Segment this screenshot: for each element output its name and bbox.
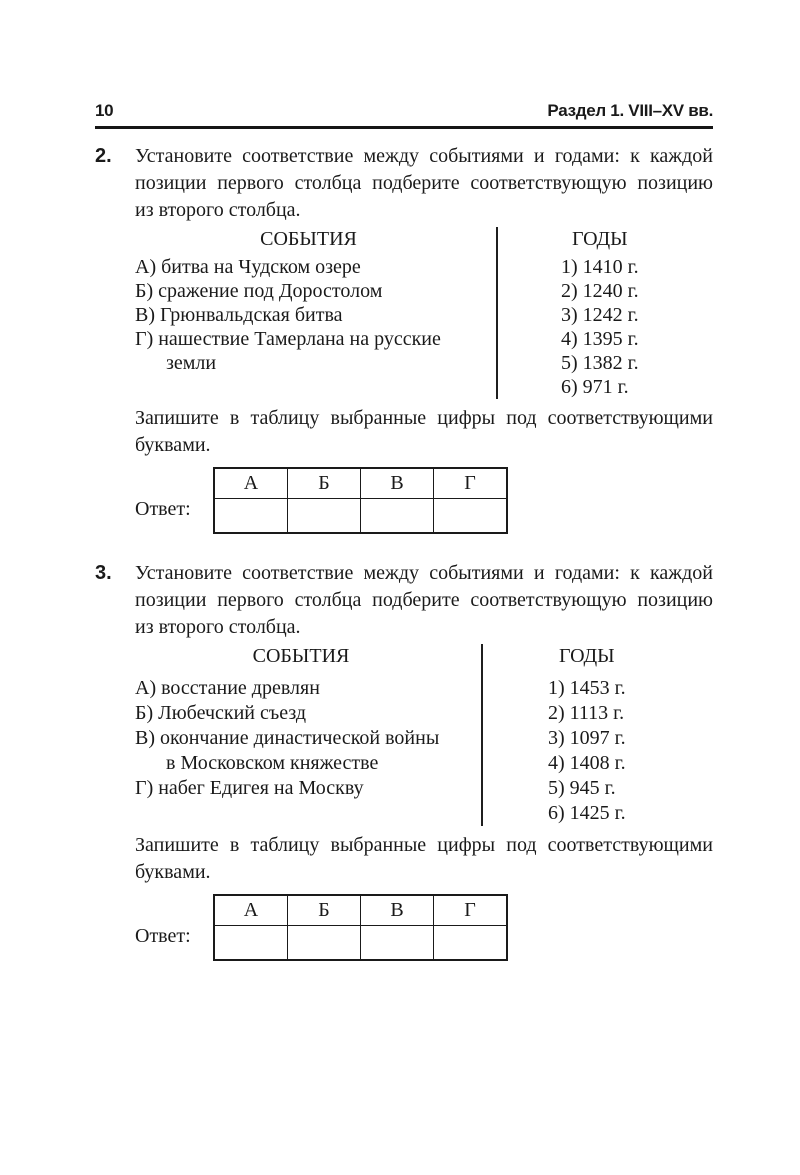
answer-col-header-b: Б	[288, 895, 361, 926]
answer-cell-v	[361, 926, 434, 961]
event-item-g-continuation: земли	[166, 352, 217, 374]
event-item-a: А) битва на Чудском озере	[135, 256, 361, 278]
answer-table	[213, 894, 508, 961]
page-content	[95, 143, 713, 961]
events-column	[135, 227, 498, 399]
events-column-header: СОБЫТИЯ	[252, 645, 350, 667]
year-item-6: 6) 1425 г.	[548, 802, 626, 824]
answer-table-value-row	[214, 499, 507, 534]
prompt-line: Установите соответствие между событиями и годами: к каждой	[135, 145, 713, 167]
answer-cell-b	[288, 499, 361, 534]
years-column-inner	[548, 644, 626, 826]
event-item-v-continuation: в Московском княжестве	[166, 752, 379, 774]
year-item-5: 5) 1382 г.	[561, 352, 639, 374]
answer-cell-b	[288, 926, 361, 961]
year-item-1: 1) 1410 г.	[561, 256, 639, 278]
answer-block	[135, 894, 713, 961]
question-3-number: 3.	[95, 562, 112, 584]
years-column-inner	[561, 227, 639, 399]
question-2-number: 2.	[95, 145, 112, 167]
answer-cell-a	[214, 926, 288, 961]
year-item-1: 1) 1453 г.	[548, 677, 626, 699]
answer-col-header-g: Г	[434, 895, 508, 926]
year-item-4: 4) 1395 г.	[561, 328, 639, 350]
question-2	[95, 143, 713, 534]
year-item-3: 3) 1097 г.	[548, 727, 626, 749]
answer-col-header-a: А	[214, 468, 288, 499]
matching-block	[135, 227, 713, 399]
event-item-b: Б) сражение под Доростолом	[135, 280, 383, 302]
answer-table-value-row	[214, 926, 507, 961]
question-3-prompt	[135, 560, 713, 641]
prompt-line: из второго столбца.	[135, 616, 301, 638]
prompt-line: Установите соответствие между событиями и годами: к каждой	[135, 562, 713, 584]
instruction-line: Запишите в таблицу выбранные цифры под соответствующими	[135, 834, 713, 856]
years-column-header: ГОДЫ	[559, 645, 615, 667]
write-in-table-instruction	[135, 405, 713, 459]
prompt-line: из второго столбца.	[135, 199, 301, 221]
question-2-prompt	[135, 143, 713, 224]
answer-cell-v	[361, 499, 434, 534]
instruction-line: буквами.	[135, 861, 211, 883]
answer-cell-a	[214, 499, 288, 534]
year-item-2: 2) 1113 г.	[548, 702, 625, 724]
write-in-table-instruction	[135, 832, 713, 886]
event-item-b: Б) Любечский съезд	[135, 702, 307, 724]
year-item-5: 5) 945 г.	[548, 777, 616, 799]
events-column	[135, 644, 483, 826]
year-item-2: 2) 1240 г.	[561, 280, 639, 302]
answer-block	[135, 467, 713, 534]
answer-table-header-row	[214, 468, 507, 499]
years-column	[483, 644, 626, 826]
years-column-header: ГОДЫ	[572, 228, 628, 250]
prompt-line: позиции первого столбца подберите соответствующую позицию	[135, 589, 713, 611]
section-title: Раздел 1. VIII–XV вв.	[547, 101, 713, 120]
year-item-4: 4) 1408 г.	[548, 752, 626, 774]
answer-col-header-a: А	[214, 895, 288, 926]
event-item-g: Г) набег Едигея на Москву	[135, 777, 364, 799]
answer-col-header-v: В	[361, 468, 434, 499]
answer-col-header-b: Б	[288, 468, 361, 499]
matching-block	[135, 644, 713, 826]
answer-table-header-row	[214, 895, 507, 926]
event-item-v: В) Грюнвальдская битва	[135, 304, 343, 326]
page-number: 10	[95, 101, 114, 120]
event-item-a: А) восстание древлян	[135, 677, 320, 699]
answer-cell-g	[434, 499, 508, 534]
question-3	[95, 560, 713, 961]
answer-col-header-v: В	[361, 895, 434, 926]
instruction-line: буквами.	[135, 434, 211, 456]
prompt-line: позиции первого столбца подберите соответствующую позицию	[135, 172, 713, 194]
year-item-3: 3) 1242 г.	[561, 304, 639, 326]
answer-label: Ответ:	[135, 925, 191, 947]
answer-label: Ответ:	[135, 498, 191, 520]
answer-cell-g	[434, 926, 508, 961]
years-column	[498, 227, 639, 399]
year-item-6: 6) 971 г.	[561, 376, 629, 398]
event-item-g: Г) нашествие Тамерлана на русские	[135, 328, 441, 350]
answer-col-header-g: Г	[434, 468, 508, 499]
page-header	[95, 101, 713, 129]
answer-table	[213, 467, 508, 534]
event-item-v: В) окончание династической войны	[135, 727, 440, 749]
instruction-line: Запишите в таблицу выбранные цифры под соответствующими	[135, 407, 713, 429]
events-column-header: СОБЫТИЯ	[260, 228, 357, 250]
